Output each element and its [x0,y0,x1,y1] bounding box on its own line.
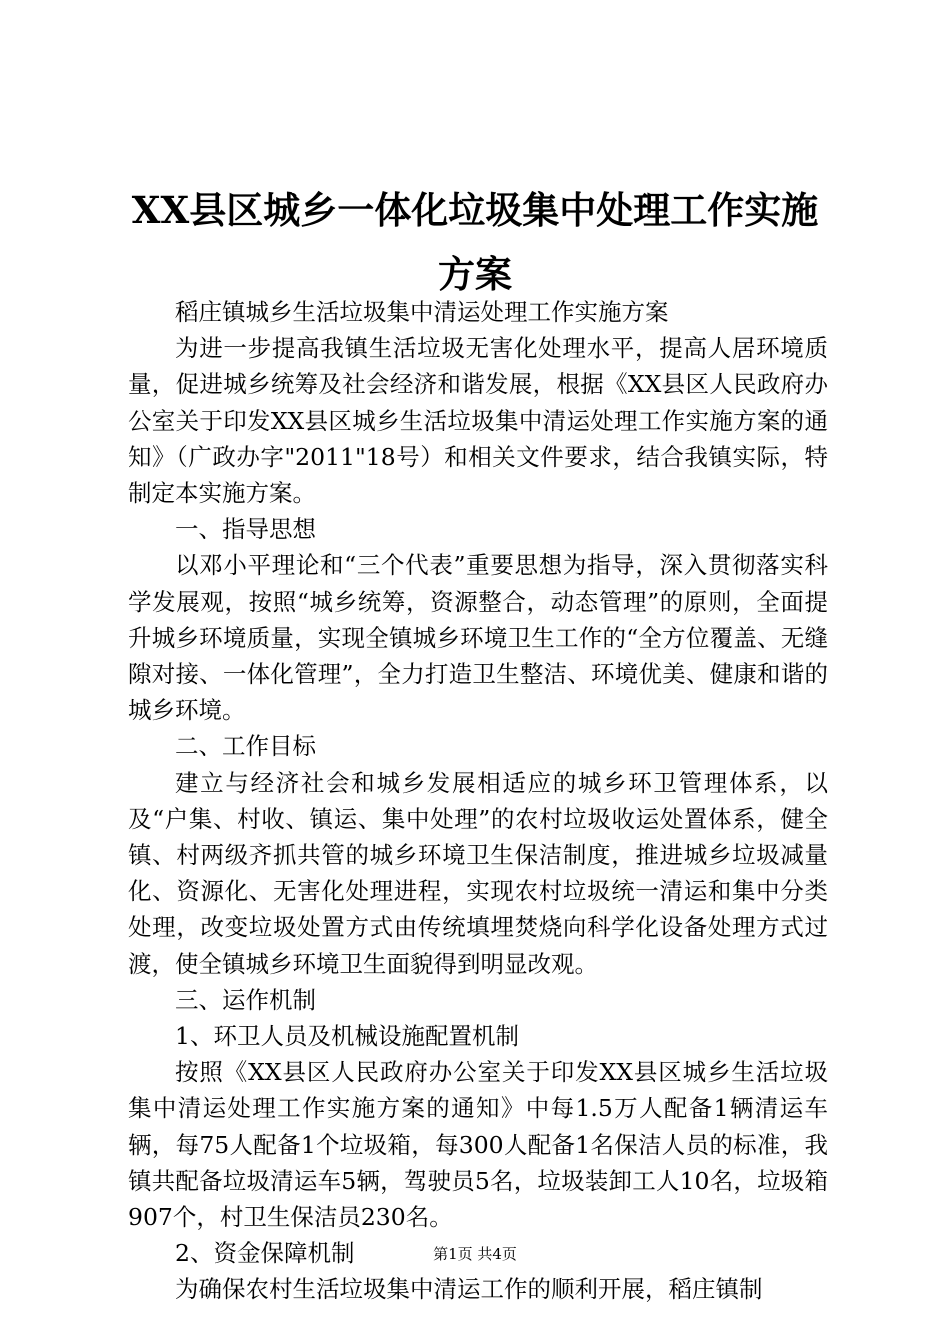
section-heading-work-goals: 二、工作目标 [175,732,316,761]
subsection-heading-funding: 2、资金保障机制 [175,1239,355,1268]
document-title: XX县区城乡一体化垃圾集中处理工作实施方案 [131,188,819,296]
section-heading-guiding-ideology: 一、指导思想 [175,515,316,544]
subsection-heading-staffing: 1、环卫人员及机械设施配置机制 [175,1022,519,1051]
intro-paragraph: 为进一步提高我镇生活垃圾无害化处理水平，提高人居环境质量，促进城乡统筹及社会经济和谐发展，根据《XX县区人民政府办公室关于印发XX县区城乡生活垃圾集中清运处理工作实施方案的通知》（广政办字"2011"18号）和相关文件要求，结合我镇实际，特制定本实施方案。 [128,334,828,508]
section-heading-operating-mechanism: 三、运作机制 [175,985,316,1014]
section-paragraph-guiding-ideology: 以邓小平理论和“三个代表”重要思想为指导，深入贯彻落实科学发展观，按照“城乡统筹，资源整合，动态管理”的原则，全面提升城乡环境质量，实现全镇城乡环境卫生工作的“全方位覆盖、无缝隙对接、一体化管理”，全力打造卫生整洁、环境优美、健康和谐的城乡环境。 [128,551,828,725]
document-subtitle: 稻庄镇城乡生活垃圾集中清运处理工作实施方案 [175,298,669,326]
subsection-paragraph-staffing: 按照《XX县区人民政府办公室关于印发XX县区城乡生活垃圾集中清运处理工作实施方案的通知》中每1.5万人配备1辆清运车辆，每75人配备1个垃圾箱，每300人配备1名保洁人员的标准，我镇共配备垃圾清运车5辆，驾驶员5名，垃圾装卸工人10名，垃圾箱907个，村卫生保洁员230名。 [128,1058,828,1232]
page-footer: 第1页 共4页 [433,1245,517,1263]
document-body [128,294,828,1308]
section-paragraph-work-goals: 建立与经济社会和城乡发展相适应的城乡环卫管理体系，以及“户集、村收、镇运、集中处理”的农村垃圾收运处置体系，健全镇、村两级齐抓共管的城乡环境卫生保洁制度，推进城乡垃圾减量化、资源化、无害化处理进程，实现农村垃圾统一清运和集中分类处理，改变垃圾处置方式由传统填埋焚烧向科学化设备处理方式过渡，使全镇城乡环境卫生面貌得到明显改观。 [128,768,828,978]
subsection-paragraph-funding: 为确保农村生活垃圾集中清运工作的顺利开展，稻庄镇制 [175,1275,763,1304]
